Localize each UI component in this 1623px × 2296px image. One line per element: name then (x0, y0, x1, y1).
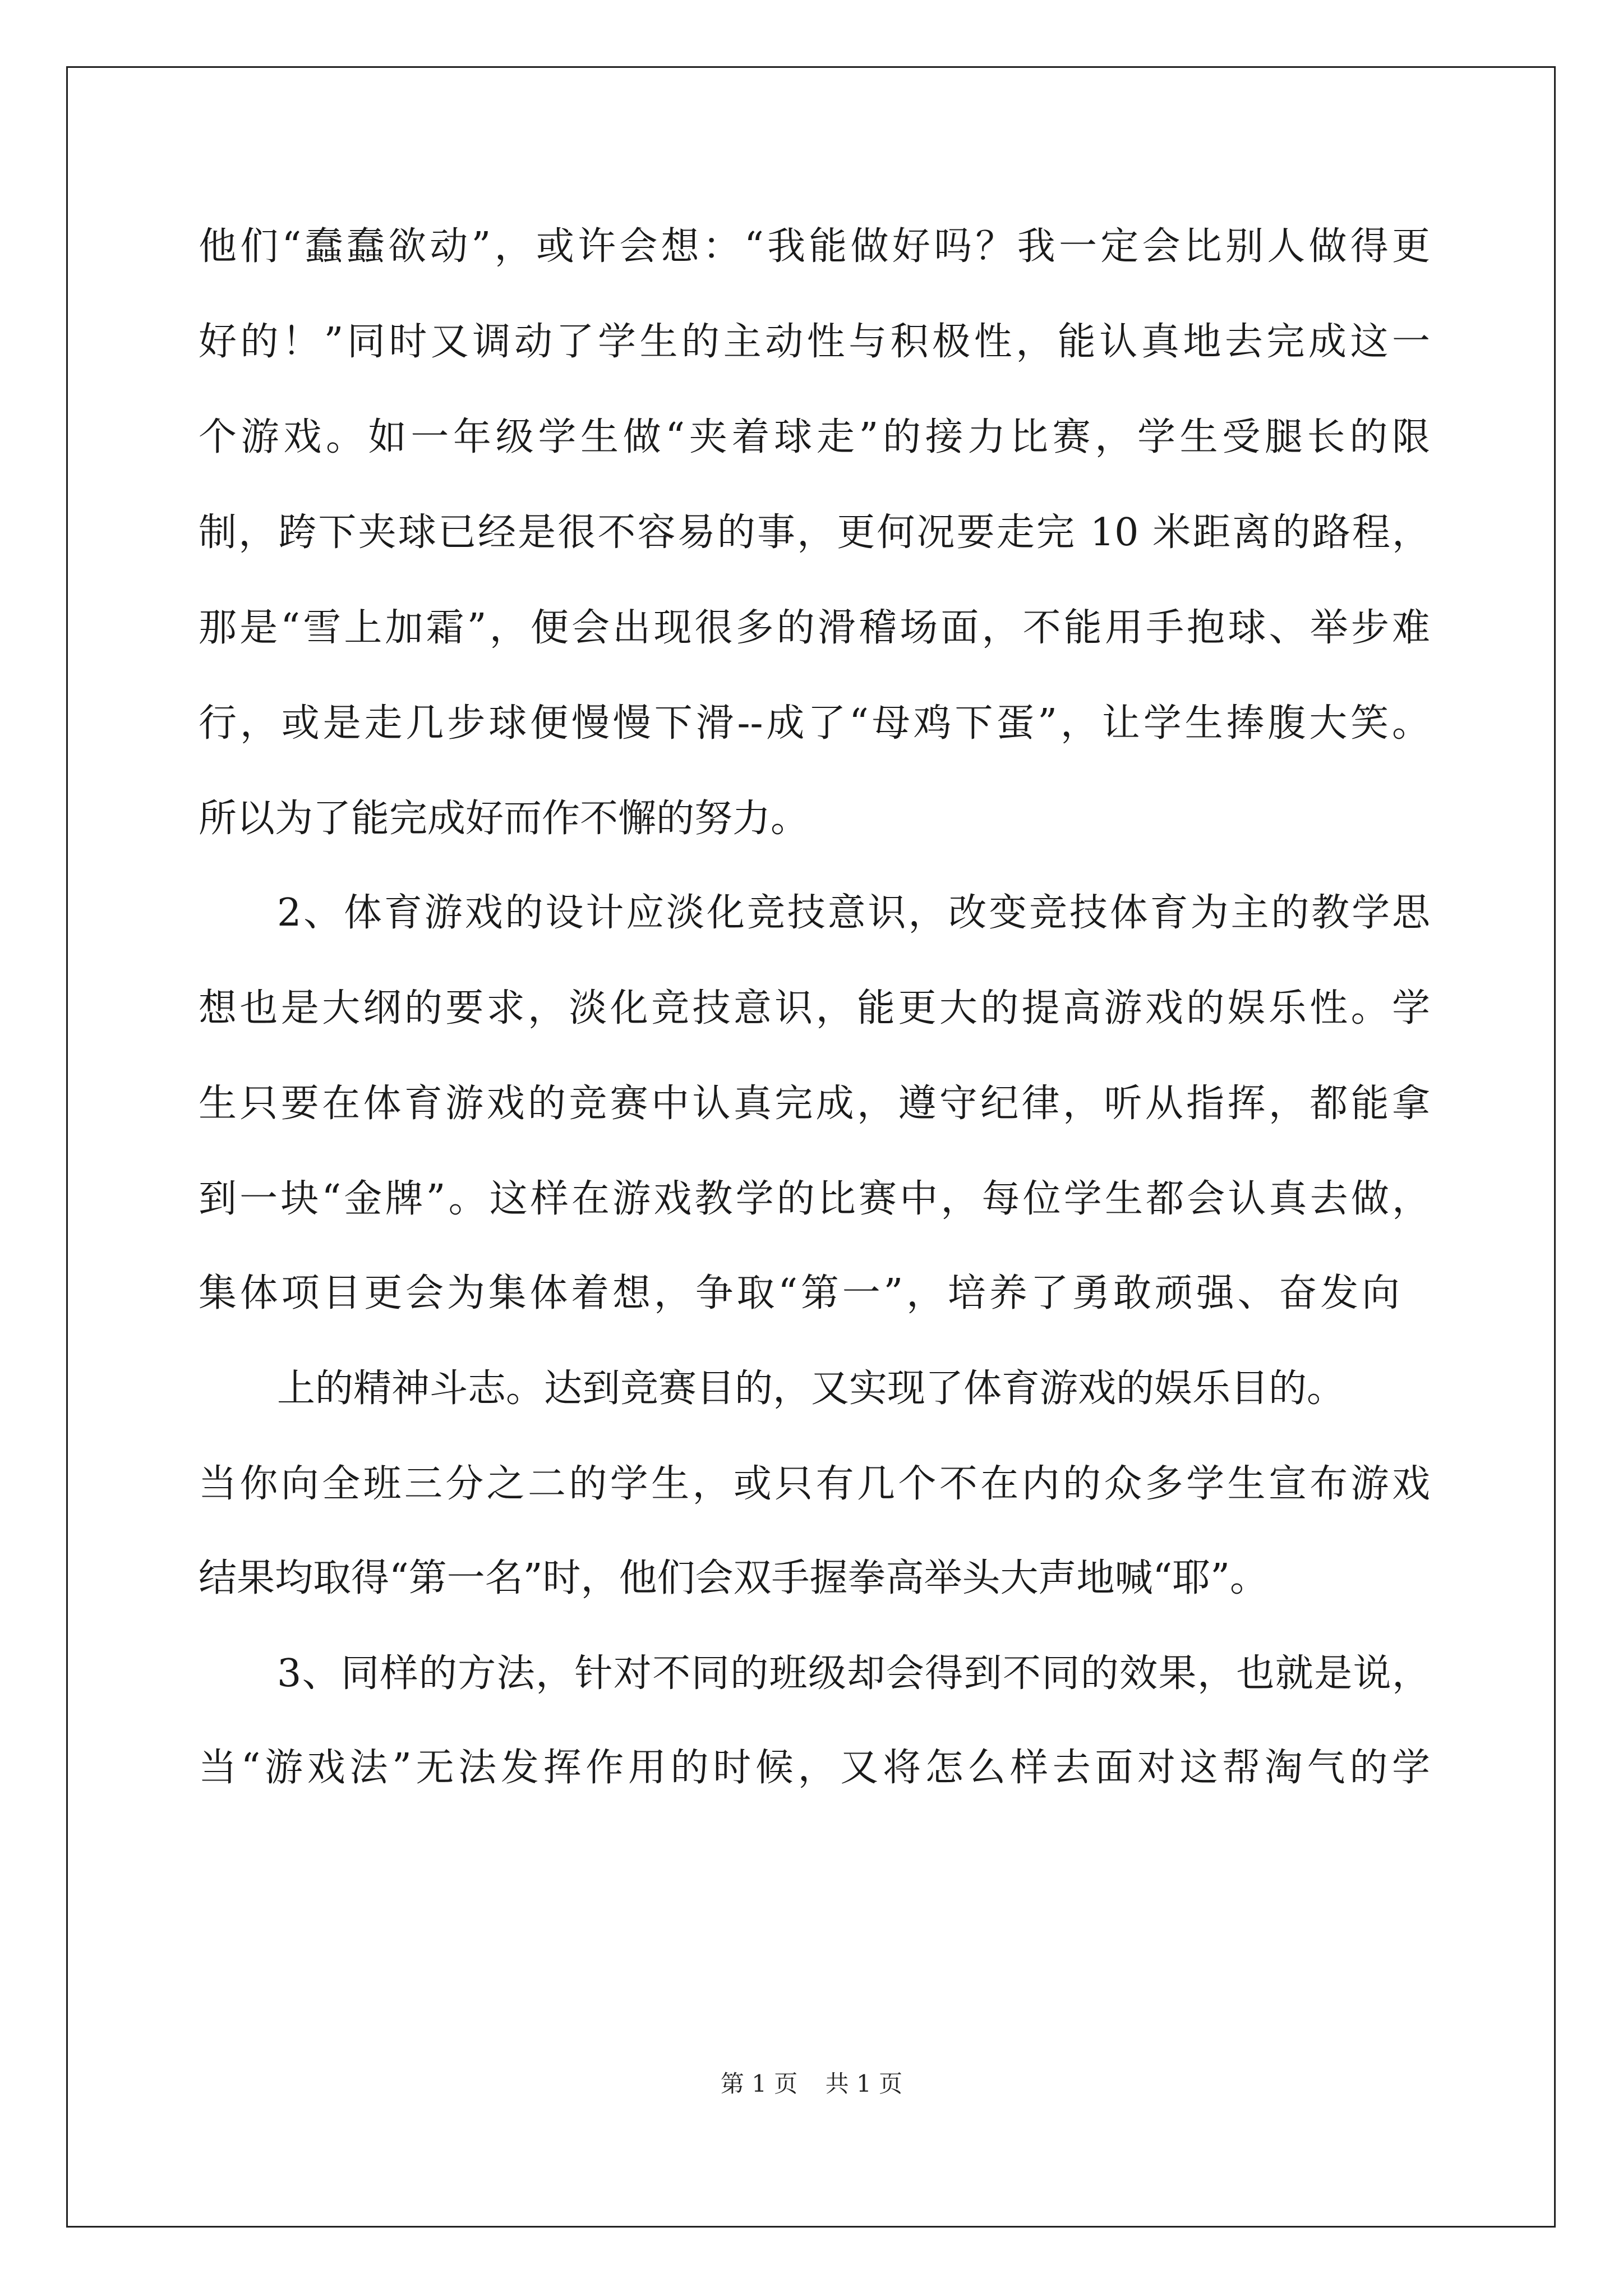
text-line-16: 3、同样的方法，针对不同的班级却会得到不同的效果，也就是说， (277, 1651, 1430, 1696)
text-line-3: 个游戏。如一年级学生做“夹着球走”的接力比赛，学生受腿长的限 (199, 415, 1430, 459)
text-line-12: 集体项目更会为集体着想，争取“第一”，培养了勇敢顽强、奋发向 (199, 1271, 1400, 1315)
text-line-6: 行，或是走几步球便慢慢下滑--成了“母鸡下蛋”，让学生捧腹大笑。 (199, 701, 1430, 746)
text-line-9: 想也是大纲的要求，淡化竞技意识，能更大的提高游戏的娱乐性。学 (199, 986, 1430, 1030)
text-line-2: 好的！”同时又调动了学生的主动性与积极性，能认真地去完成这一 (199, 320, 1430, 364)
page-footer (0, 2070, 1623, 2098)
text-line-7: 所以为了能完成好而作不懈的努力。 (199, 797, 809, 841)
text-line-10: 生只要在体育游戏的竞赛中认真完成，遵守纪律，听从指挥，都能拿 (199, 1082, 1430, 1126)
text-line-11: 到一块“金牌”。这样在游戏教学的比赛中，每位学生都会认真去做， (199, 1177, 1430, 1221)
text-line-17: 当“游戏法”无法发挥作用的时候，又将怎么样去面对这帮淘气的学 (199, 1746, 1430, 1790)
page-total: 共 1 页 (825, 2070, 903, 2097)
text-line-5: 那是“雪上加霜”，便会出现很多的滑稽场面，不能用手抱球、举步难 (199, 606, 1430, 650)
text-line-13: 上的精神斗志。达到竞赛目的，又实现了体育游戏的娱乐目的。 (277, 1366, 1345, 1411)
text-line-14: 当你向全班三分之二的学生，或只有几个不在内的众多学生宣布游戏 (199, 1462, 1430, 1506)
text-line-4: 制，跨下夹球已经是很不容易的事，更何况要走完 10 米距离的路程， (199, 510, 1430, 555)
page-border (66, 66, 1556, 2228)
page-number: 第 1 页 (720, 2070, 798, 2097)
text-line-15: 结果均取得“第一名”时，他们会双手握拳高举头大声地喊“耶”。 (199, 1556, 1269, 1600)
text-line-8: 2、体育游戏的设计应淡化竞技意识，改变竞技体育为主的教学思 (277, 891, 1430, 935)
text-line-1: 他们“蠢蠢欲动”，或许会想：“我能做好吗？我一定会比别人做得更 (199, 224, 1430, 269)
